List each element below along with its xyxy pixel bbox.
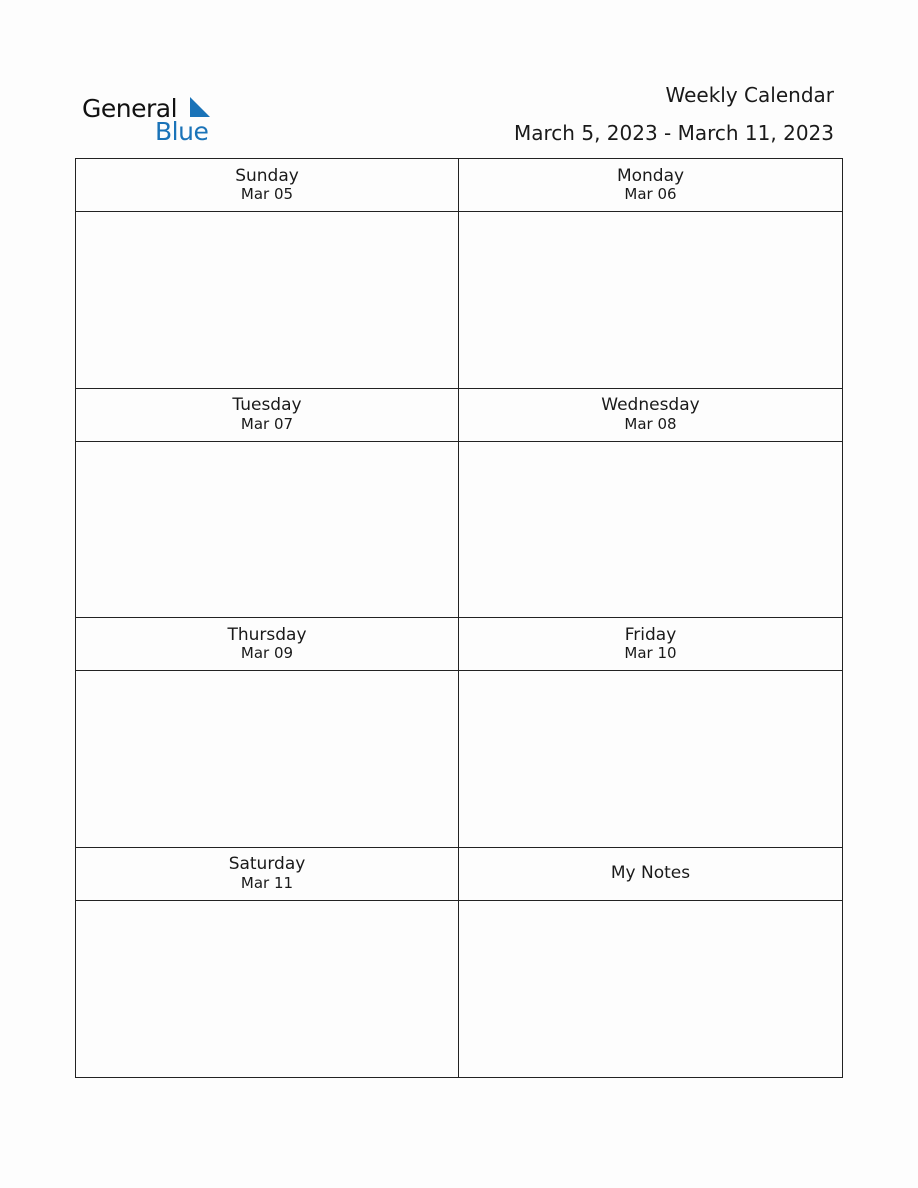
day-cell-saturday xyxy=(76,848,459,1078)
day-name: Monday xyxy=(616,165,685,186)
day-date: Mar 07 xyxy=(240,414,294,433)
day-writing-area xyxy=(76,901,458,1078)
day-header xyxy=(76,618,458,671)
day-writing-area xyxy=(76,212,458,388)
day-cell-friday xyxy=(459,618,842,848)
day-name: Wednesday xyxy=(601,395,700,416)
day-header xyxy=(76,159,458,212)
day-date: Mar 08 xyxy=(624,414,677,433)
day-writing-area xyxy=(459,671,842,847)
logo-triangle-icon xyxy=(178,97,210,119)
day-header xyxy=(459,618,842,671)
day-writing-area xyxy=(459,442,842,618)
calendar-grid xyxy=(75,158,843,1078)
notes-header xyxy=(459,848,842,901)
notes-writing-area xyxy=(459,901,842,1078)
day-date: Mar 06 xyxy=(624,185,677,204)
day-header xyxy=(459,159,842,212)
day-name: Sunday xyxy=(235,165,299,186)
day-name: Saturday xyxy=(228,854,306,875)
day-date: Mar 05 xyxy=(240,185,294,204)
day-cell-wednesday xyxy=(459,389,842,619)
day-writing-area xyxy=(76,442,458,618)
brand-logo xyxy=(82,92,222,148)
day-writing-area xyxy=(459,212,842,388)
day-date: Mar 09 xyxy=(240,644,294,663)
day-name: Friday xyxy=(624,624,677,645)
logo-word-general: General xyxy=(82,94,178,123)
day-cell-thursday xyxy=(76,618,459,848)
date-range: March 5, 2023 - March 11, 2023 xyxy=(514,121,834,145)
day-cell-tuesday xyxy=(76,389,459,619)
day-name: Tuesday xyxy=(232,395,302,416)
day-name: Thursday xyxy=(227,624,307,645)
day-writing-area xyxy=(76,671,458,847)
day-date: Mar 10 xyxy=(624,644,677,663)
day-header xyxy=(76,848,458,901)
day-header xyxy=(459,389,842,442)
logo-word-blue: Blue xyxy=(155,117,209,146)
day-cell-sunday xyxy=(76,159,459,389)
notes-label: My Notes xyxy=(610,862,691,883)
page-title: Weekly Calendar xyxy=(665,83,834,107)
day-header xyxy=(76,389,458,442)
notes-cell xyxy=(459,848,842,1078)
day-cell-monday xyxy=(459,159,842,389)
day-date: Mar 11 xyxy=(240,873,294,892)
